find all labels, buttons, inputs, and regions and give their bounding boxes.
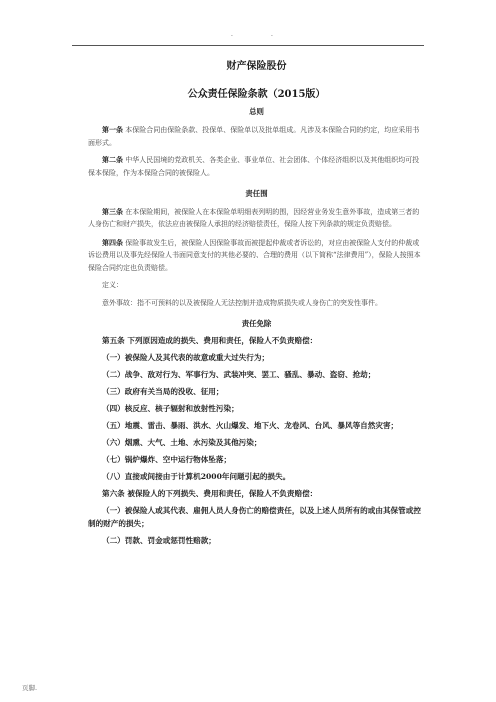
definition-label: 定义： [102, 281, 123, 290]
section-heading-exclusions: 责任免除 [241, 319, 272, 329]
section-heading-coverage: 责任围 [245, 189, 268, 199]
article-4 [88, 237, 425, 275]
article-5-item: （五）地震、雷击、暴雨、洪水、火山爆发、地下火、龙卷风、台风、暴风等自然灾害； [102, 420, 399, 430]
article-5-item: （六）烟熏、大气、土地、水污染及其他污染； [102, 437, 262, 447]
article-4-text: 保险事故发生后，被保险人因保险事故而被提起仲裁或者诉讼的，对应由被保险人支付的仲裁或诉讼费用以及事先经保险人书面同意支付的其他必要的、合理的费用（以下简称“法律费用”），保险人按照本保险合同约定也负责赔偿。 [88, 238, 421, 272]
definition-text: 意外事故：指不可预料的以及被保险人无法控制并造成物质损失或人身伤亡的突发性事件。 [102, 298, 382, 307]
article-5-item: （一）被保险人及其代表的故意或重大过失行为； [102, 352, 270, 362]
article-6-item: （二）罚款、罚金或惩罚性赔款； [102, 535, 216, 545]
section-heading-general: 总则 [249, 107, 264, 116]
article-3 [88, 206, 425, 231]
article-5-item: （七）锅炉爆炸、空中运行物体坠落； [102, 454, 232, 464]
article-5: 第五条 下列原因造成的损失、费用和责任，保险人不负责赔偿： [102, 335, 318, 345]
article-5-item: （八）直接或间接由于计算机2000年问题引起的损失。 [102, 471, 291, 481]
article-2 [88, 154, 425, 179]
article-3-label: 第三条 [102, 206, 123, 216]
article-1-text: 本保险合同由保险条款、投保单、保险单以及批单组成。凡涉及本保险合同的约定，均应采用书面形式。 [88, 126, 420, 147]
article-1-label: 第一条 [102, 125, 123, 135]
article-5-item: （四）核反应、核子辐射和放射性污染； [102, 403, 239, 413]
header-rule [72, 45, 424, 46]
document-subtitle: 公众责任保险条款（2015版） [187, 89, 326, 100]
document-body [88, 60, 425, 547]
header-dot: · [231, 33, 233, 40]
article-4-label: 第四条 [102, 237, 123, 247]
article-2-label: 第二条 [102, 155, 123, 165]
article-6-item: （一）被保险人或其代表、雇佣人员人身伤亡的赔偿责任，以及上述人员所有的或由其保管或控制的财产的损失； [88, 505, 421, 528]
article-5-item: （三）政府有关当局的没收、征用； [102, 386, 224, 396]
article-3-text: 在本保险期间，被保险人在本保险单明细表列明的围，因经营业务发生意外事故，造成第三者的人身伤亡和财产损失，依法应由被保险人承担的经济赔偿责任，保险人按下列条款的规定负责赔偿。 [88, 207, 420, 229]
header-dot: · [271, 33, 273, 40]
page-footer: 页脚. [22, 684, 38, 692]
article-2-text: 中华人民国境的党政机关、各类企业、事业单位、社会团体、个体经济组织以及其他组织均可投保本保险，作为本保险合同的被保险人。 [88, 156, 420, 177]
article-6: 第六条 被保险人的下列损失、费用和责任，保险人不负责赔偿： [102, 488, 318, 498]
article-1 [88, 124, 425, 149]
article-5-item: （二）战争、敌对行为、军事行为、武装冲突、罢工、骚乱、暴动、盗窃、抢劫； [102, 369, 376, 379]
document-title: 财产保险股份 [226, 61, 287, 72]
